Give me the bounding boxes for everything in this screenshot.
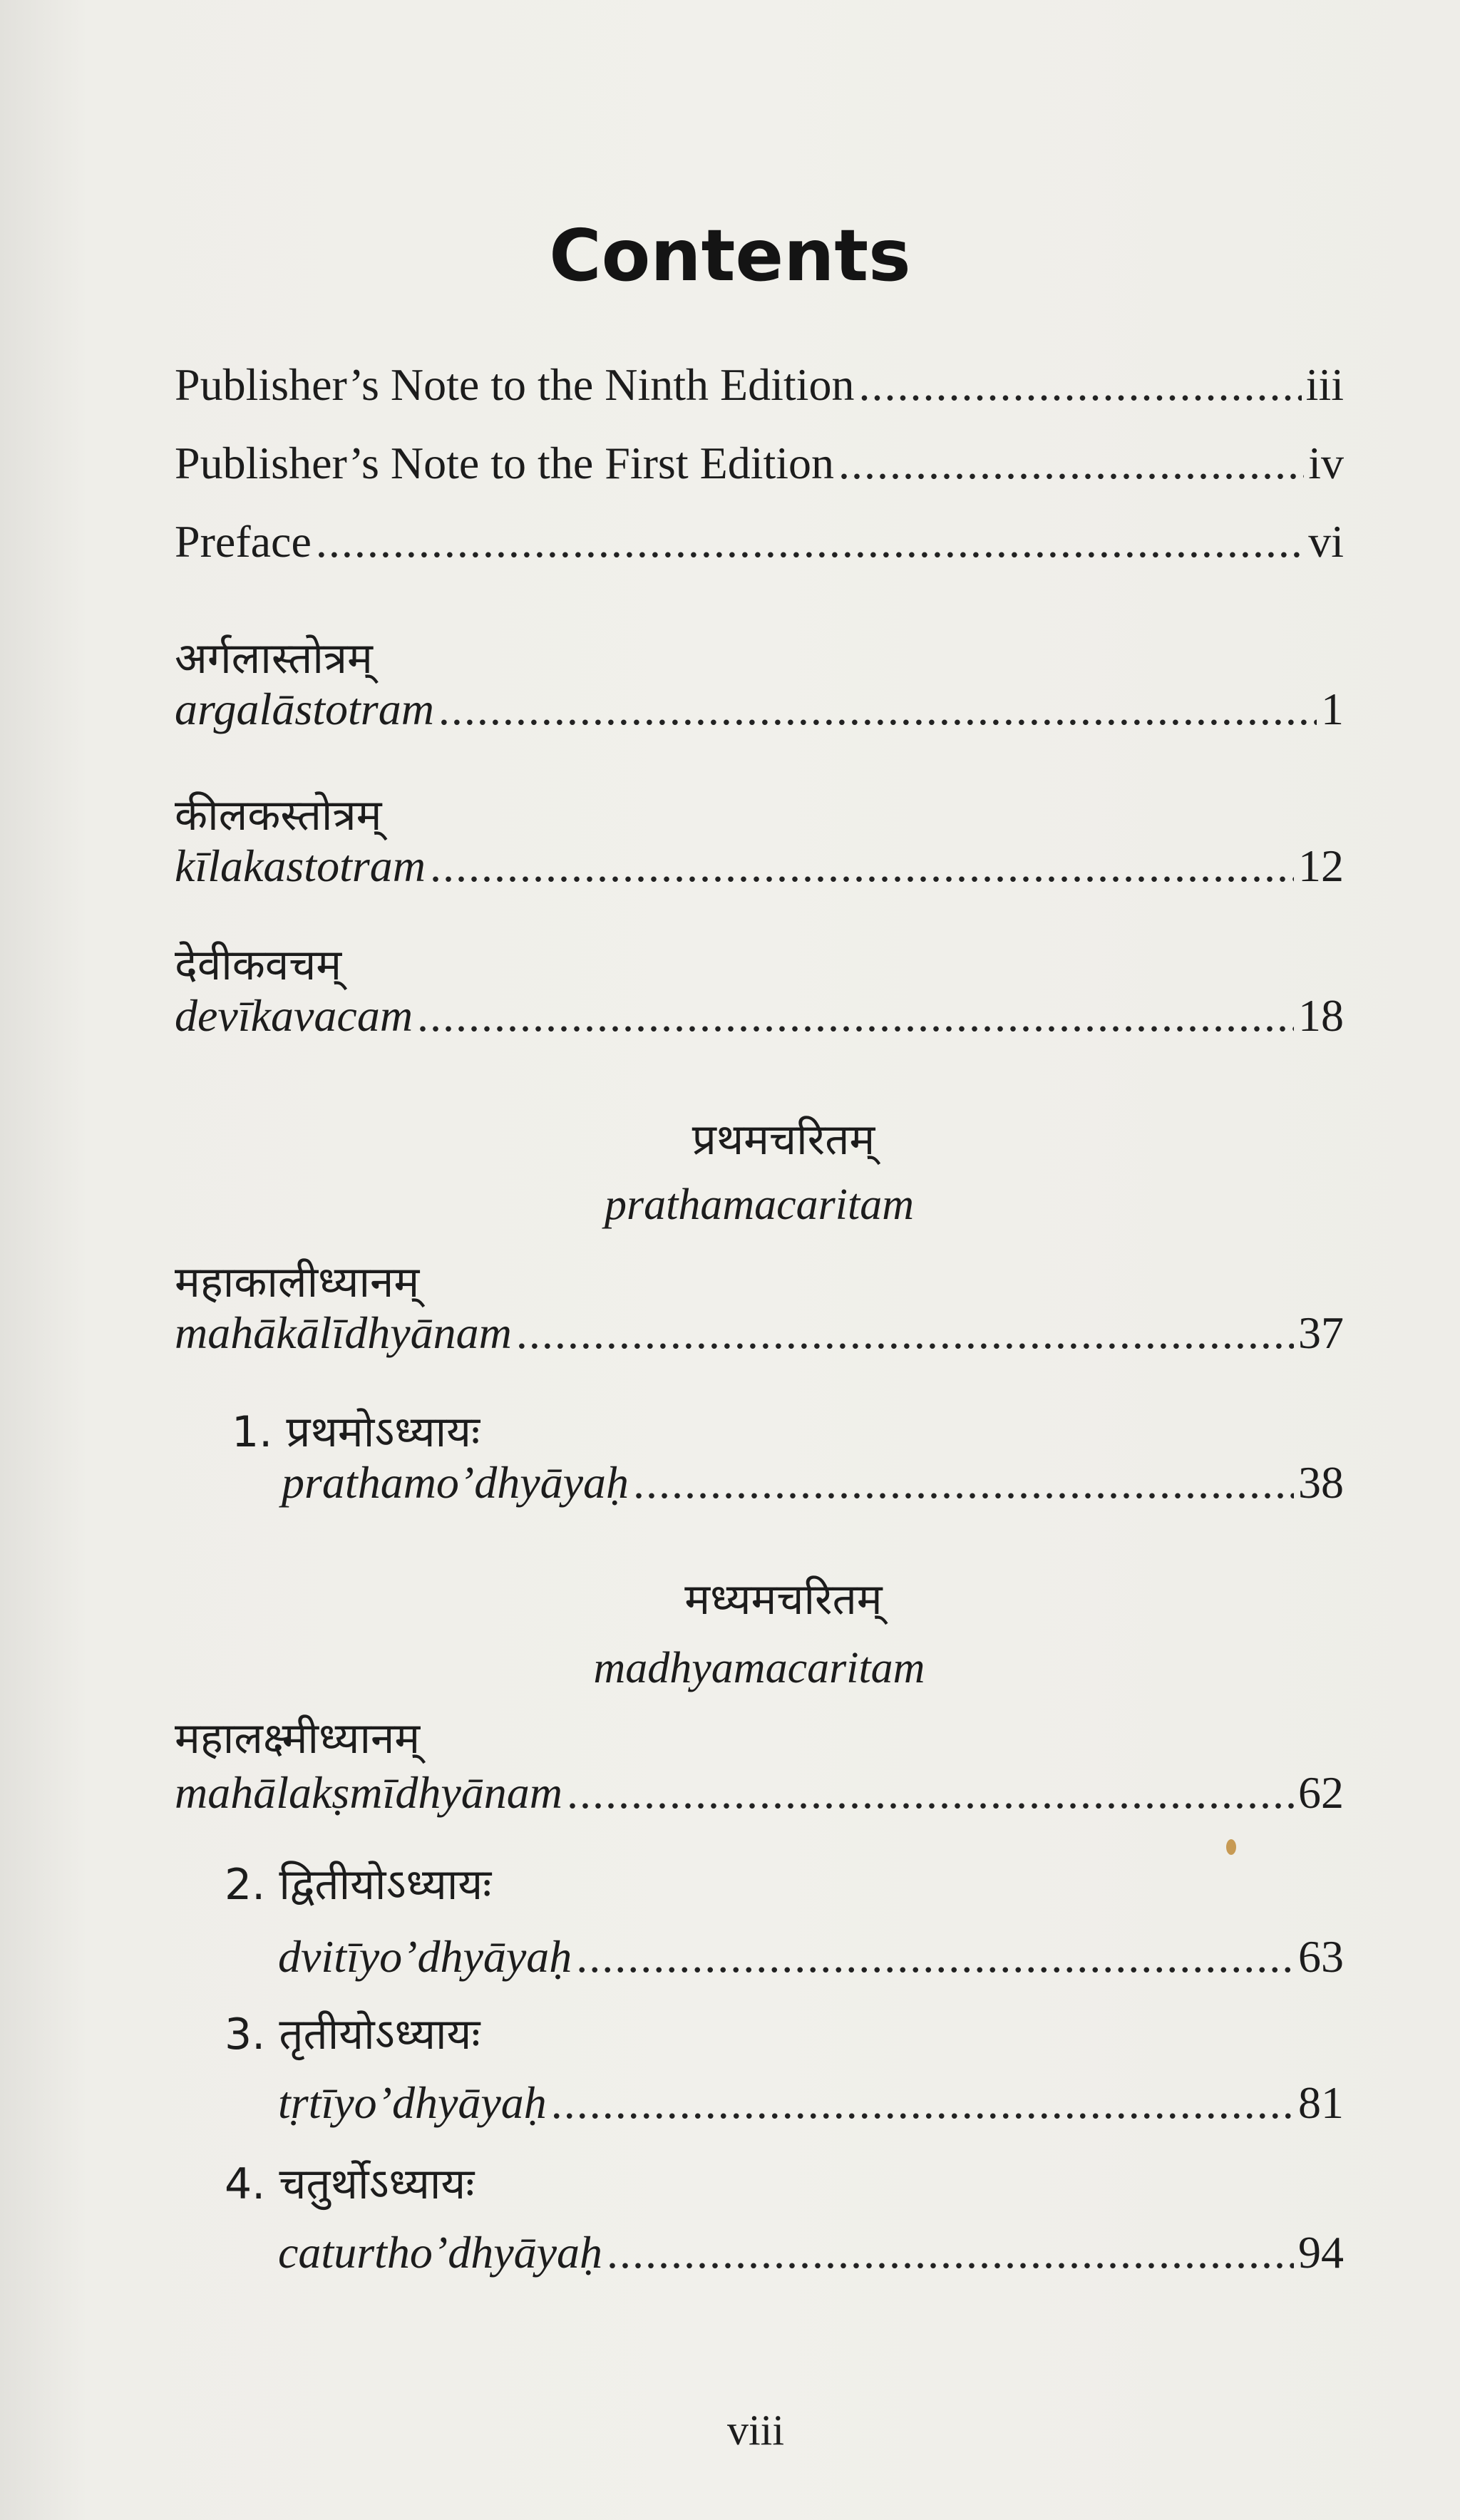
chapter-heading [225, 2153, 474, 2211]
toc-entry[interactable] [282, 1458, 1344, 1508]
toc-entry-label: mahālakṣmīdhyānam [175, 1767, 562, 1818]
chapter-heading [225, 2003, 480, 2062]
leader-dots [633, 1458, 1294, 1508]
toc-entry-page: 37 [1298, 1307, 1344, 1358]
toc-entry-page: vi [1308, 516, 1344, 567]
page-title: Contents [549, 214, 911, 297]
toc-entry-page: 62 [1298, 1767, 1344, 1818]
toc-entry-page: 38 [1298, 1457, 1344, 1508]
chapter-devanagari: चतुर्थोऽध्यायः [279, 2159, 475, 2209]
paper-spot [1226, 1839, 1236, 1855]
toc-entry[interactable] [175, 517, 1344, 567]
toc-entry[interactable] [278, 1932, 1344, 1982]
toc-devanagari-heading: महालक्ष्मीध्यानम् [175, 1714, 421, 1764]
toc-entry-page: 18 [1298, 990, 1344, 1041]
toc-entry-label: caturtho’dhyāyaḥ [278, 2227, 602, 2278]
section-heading-translit: prathamacaritam [605, 1181, 914, 1229]
toc-entry-page: 12 [1298, 840, 1344, 891]
chapter-number: 1. [232, 1407, 273, 1457]
page-number: viii [726, 2407, 784, 2454]
toc-entry-label: kīlakastotram [175, 840, 426, 891]
toc-devanagari-heading: देवीकवचम् [175, 940, 342, 990]
chapter-heading [232, 1401, 480, 1459]
leader-dots [607, 2228, 1294, 2278]
chapter-number: 2. [225, 1860, 266, 1910]
toc-entry[interactable] [175, 1768, 1344, 1818]
toc-entry-page: 94 [1298, 2227, 1344, 2278]
toc-entry-label: Preface [175, 516, 312, 567]
toc-entry-label: prathamo’dhyāyaḥ [282, 1457, 629, 1508]
leader-dots [576, 1932, 1294, 1982]
toc-entry[interactable] [175, 360, 1344, 410]
section-heading-devanagari: प्रथमचरितम् [692, 1115, 875, 1165]
toc-entry[interactable] [175, 1308, 1344, 1358]
toc-devanagari-heading: महाकालीध्यानम् [175, 1258, 420, 1307]
toc-entry[interactable] [278, 2078, 1344, 2128]
section-heading-translit: madhyamacaritam [593, 1644, 925, 1692]
toc-entry[interactable] [175, 841, 1344, 891]
toc-entry-label: mahākālīdhyānam [175, 1307, 512, 1358]
chapter-heading [225, 1853, 491, 1912]
toc-entry-page: 63 [1298, 1931, 1344, 1982]
leader-dots [567, 1768, 1294, 1818]
toc-entry-page: 81 [1298, 2077, 1344, 2128]
toc-entry-page: iii [1305, 359, 1344, 410]
toc-entry-label: devīkavacam [175, 990, 413, 1041]
toc-entry-page: iv [1308, 438, 1344, 488]
toc-entry-label: dvitīyo’dhyāyaḥ [278, 1931, 572, 1982]
chapter-devanagari: तृतीयोऽध्यायः [279, 2010, 480, 2059]
toc-devanagari-heading: अर्गलास्तोत्रम् [175, 634, 373, 684]
leader-dots [551, 2078, 1294, 2128]
leader-dots [316, 517, 1304, 567]
chapter-number: 4. [225, 2159, 266, 2209]
toc-entry[interactable] [175, 991, 1344, 1041]
leader-dots [516, 1308, 1294, 1358]
toc-entry-label: argalāstotram [175, 684, 434, 734]
section-heading-devanagari: मध्यमचरितम् [684, 1575, 883, 1625]
leader-dots [838, 438, 1304, 488]
leader-dots [417, 991, 1294, 1041]
leader-dots [438, 684, 1317, 734]
chapter-number: 3. [225, 2010, 266, 2059]
toc-entry[interactable] [175, 684, 1344, 734]
toc-devanagari-heading: कीलकस्तोत्रम् [175, 791, 382, 840]
toc-entry[interactable] [175, 438, 1344, 488]
toc-entry-label: Publisher’s Note to the Ninth Edition [175, 359, 855, 410]
chapter-devanagari: द्वितीयोऽध्यायः [279, 1860, 492, 1910]
toc-entry-label: tṛtīyo’dhyāyaḥ [278, 2077, 547, 2128]
toc-entry-page: 1 [1321, 684, 1344, 734]
leader-dots [858, 360, 1301, 410]
toc-entry[interactable] [278, 2228, 1344, 2278]
toc-entry-label: Publisher’s Note to the First Edition [175, 438, 835, 488]
leader-dots [430, 841, 1294, 891]
chapter-devanagari: प्रथमोऽध्यायः [286, 1407, 480, 1457]
